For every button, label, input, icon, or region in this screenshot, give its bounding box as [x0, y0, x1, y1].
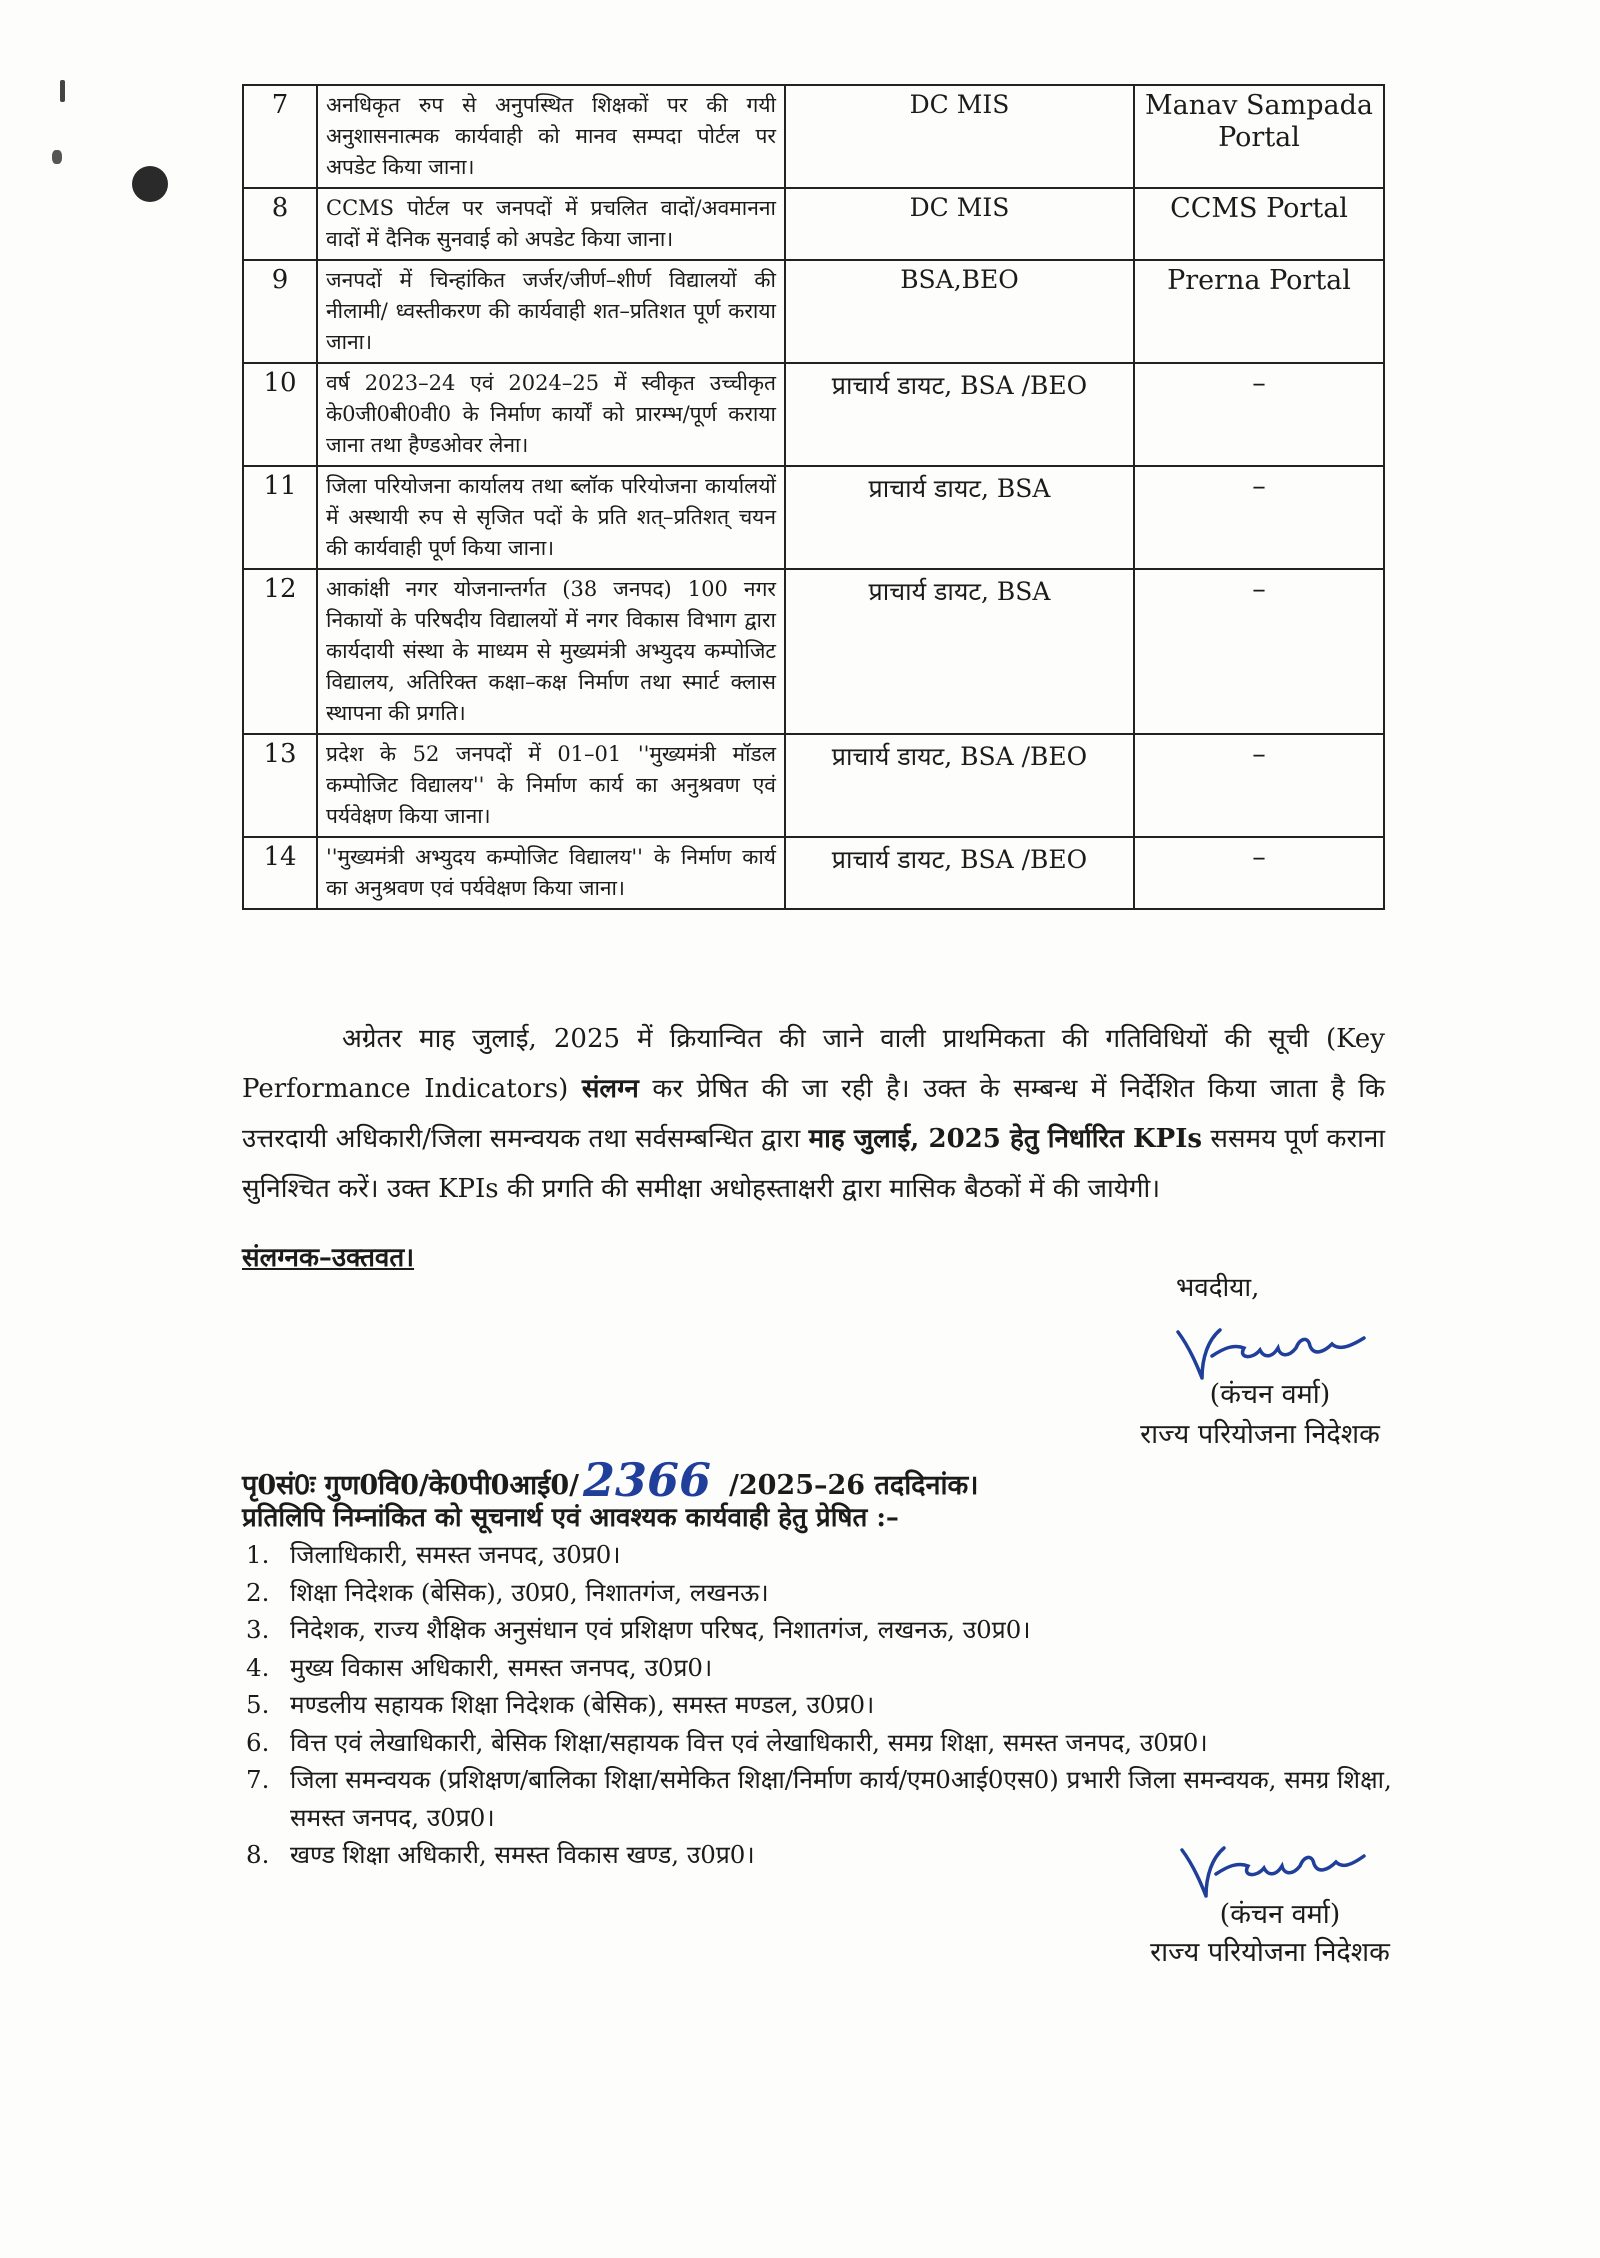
list-item [242, 1761, 1402, 1836]
list-number: 8. [246, 1840, 270, 1869]
activity-cell: आकांक्षी नगर योजनान्तर्गत (38 जनपद) 100 नगर निकायों के परिषदीय विद्यालयों में नगर विकास विभाग द्वारा कार्यदायी संस्था के माध्यम से मुख्यमंत्री अभ्युदय कम्पोजिट विद्यालय, अतिरिक्त कक्षा–कक्ष निर्माण तथा स्मार्ट क्लास स्थापना की प्रगति। [317, 569, 785, 734]
portal-cell: – [1134, 569, 1384, 734]
portal-cell: CCMS Portal [1134, 188, 1384, 260]
list-item [242, 1686, 1402, 1724]
list-item [242, 1649, 1402, 1687]
responsible-cell: प्राचार्य डायट, BSA [785, 466, 1134, 569]
punch-hole [132, 166, 168, 202]
list-number: 7. [246, 1765, 270, 1794]
list-text: शिक्षा निदेशक (बेसिक), उ0प्र0, निशातगंज, लखनऊ। [290, 1577, 769, 1607]
body-paragraph: अग्रेतर माह जुलाई, 2025 में क्रियान्वित की जाने वाली प्राथमिकता की गतिविधियों की सूची (Key Performance Indicators) संलग्न कर प्रेषित की जा रही है। उक्त के सम्बन्ध में निर्देशित किया जाता है कि उत्तरदायी अधिकारी/जिला समन्वयक तथा सर्वसम्बन्धित द्वारा माह जुलाई, 2025 हेतु निर्धारित KPIs ससमय पूर्ण कराना सुनिश्चित करें। उक्त KPIs की प्रगति की समीक्षा अधोहस्ताक्षरी द्वारा मासिक बैठकों में की जायेगी। [242, 1024, 1386, 1204]
signatory-designation: राज्य परियोजना निदेशक [1140, 1419, 1380, 1450]
activity-cell: अनधिकृत रुप से अनुपस्थित शिक्षकों पर की गयी अनुशासनात्मक कार्यवाही को मानव सम्पदा पोर्टल पर अपडेट किया जाना। [317, 85, 785, 188]
portal-cell: – [1134, 363, 1384, 466]
table-row [243, 734, 1384, 837]
salutation: भवदीया, [1176, 1273, 1260, 1303]
reference-line: पृ0सं0ः गुण0वि0/के0पी0आई0/ 2366 /2025–26 तददिनांक। [242, 1452, 978, 1512]
list-text: मण्डलीय सहायक शिक्षा निदेशक (बेसिक), समस्त मण्डल, उ0प्र0। [290, 1690, 875, 1719]
table-row [243, 569, 1384, 734]
list-text: जिलाधिकारी, समस्त जनपद, उ0प्र0। [290, 1540, 621, 1569]
portal-cell: – [1134, 734, 1384, 837]
responsible-cell: DC MIS [785, 85, 1134, 188]
copy-recipient-list [242, 1536, 1402, 1874]
responsible-cell: प्राचार्य डायट, BSA /BEO [785, 837, 1134, 909]
responsible-cell: DC MIS [785, 188, 1134, 260]
table-row [243, 188, 1384, 260]
list-text: मुख्य विकास अधिकारी, समस्त जनपद, उ0प्र0। [290, 1652, 713, 1682]
table-row [243, 85, 1384, 188]
serial-number: 7 [243, 85, 317, 188]
serial-number: 8 [243, 188, 317, 260]
list-number: 6. [246, 1727, 270, 1757]
list-number: 3. [246, 1615, 270, 1644]
responsible-cell: BSA,BEO [785, 260, 1134, 363]
serial-number: 11 [243, 466, 317, 569]
portal-cell: Prerna Portal [1134, 260, 1384, 363]
list-item [242, 1536, 1402, 1574]
list-number: 1. [246, 1540, 270, 1569]
list-number: 5. [246, 1690, 270, 1719]
portal-cell: Manav Sampada Portal [1134, 85, 1384, 188]
activity-cell: प्रदेश के 52 जनपदों में 01–01 ''मुख्यमंत्री मॉडल कम्पोजिट विद्यालय'' के निर्माण कार्य का अनुश्रवण एवं पर्यवेक्षण किया जाना। [317, 734, 785, 837]
table-row [243, 363, 1384, 466]
activity-cell: CCMS पोर्टल पर जनपदों में प्रचलित वादों/अवमानना वादों में दैनिक सुनवाई को अपडेट किया जाना। [317, 188, 785, 260]
list-item [242, 1724, 1402, 1762]
responsible-cell: प्राचार्य डायट, BSA /BEO [785, 734, 1134, 837]
activity-cell: वर्ष 2023–24 एवं 2024–25 में स्वीकृत उच्चीकृत के0जी0बी0वी0 के निर्माण कार्यों को प्रारम्भ/पूर्ण कराया जाना तथा हैण्डओवर लेना। [317, 363, 785, 466]
signatory-name: (कंचन वर्मा) [1209, 1379, 1331, 1410]
signatory-name: (कंचन वर्मा) [1219, 1899, 1341, 1930]
list-text: वित्त एवं लेखाधिकारी, बेसिक शिक्षा/सहायक वित्त एवं लेखाधिकारी, समग्र शिक्षा, समस्त जनपद, उ0प्र0। [290, 1727, 1208, 1757]
copy-heading: प्रतिलिपि निम्नांकित को सूचनार्थ एवं आवश्यक कार्यवाही हेतु प्रेषित :– [242, 1503, 899, 1533]
serial-number: 12 [243, 569, 317, 734]
activity-cell: ''मुख्यमंत्री अभ्युदय कम्पोजिट विद्यालय'' के निर्माण कार्य का अनुश्रवण एवं पर्यवेक्षण किया जाना। [317, 837, 785, 909]
table-row [243, 837, 1384, 909]
responsible-cell: प्राचार्य डायट, BSA [785, 569, 1134, 734]
kpi-table [242, 84, 1385, 910]
serial-number: 13 [243, 734, 317, 837]
responsible-cell: प्राचार्य डायट, BSA /BEO [785, 363, 1134, 466]
list-text: जिला समन्वयक (प्रशिक्षण/बालिका शिक्षा/समेकित शिक्षा/निर्माण कार्य/एम0आई0एस0) प्रभारी जिला समन्वयक, समग्र शिक्षा, समस्त जनपद, उ0प्र0। [290, 1765, 1392, 1832]
table-row [243, 260, 1384, 363]
list-number: 2. [246, 1577, 270, 1607]
activity-cell: जनपदों में चिन्हांकित जर्जर/जीर्ण–शीर्ण विद्यालयों की नीलामी/ ध्वस्तीकरण की कार्यवाही शत–प्रतिशत पूर्ण कराया जाना। [317, 260, 785, 363]
serial-number: 14 [243, 837, 317, 909]
portal-cell: – [1134, 837, 1384, 909]
table-row [243, 466, 1384, 569]
list-number: 4. [246, 1652, 270, 1682]
signatory-designation: राज्य परियोजना निदेशक [1150, 1937, 1390, 1968]
scan-speck [52, 150, 62, 164]
attachment-note: संलग्नक–उक्तवत। [242, 1243, 415, 1273]
portal-cell: – [1134, 466, 1384, 569]
serial-number: 9 [243, 260, 317, 363]
list-text: निदेशक, राज्य शैक्षिक अनुसंधान एवं प्रशिक्षण परिषद, निशातगंज, लखनऊ, उ0प्र0। [290, 1615, 1031, 1644]
list-item [242, 1611, 1402, 1649]
scan-speck [60, 80, 65, 102]
svg-text:2366: 2366 [582, 1453, 712, 1507]
list-item [242, 1574, 1402, 1612]
serial-number: 10 [243, 363, 317, 466]
activity-cell: जिला परियोजना कार्यालय तथा ब्लॉक परियोजना कार्यालयों में अस्थायी रुप से सृजित पदों के प्रति शत्–प्रतिशत् चयन की कार्यवाही पूर्ण किया जाना। [317, 466, 785, 569]
list-text: खण्ड शिक्षा अधिकारी, समस्त विकास खण्ड, उ0प्र0। [290, 1840, 755, 1869]
